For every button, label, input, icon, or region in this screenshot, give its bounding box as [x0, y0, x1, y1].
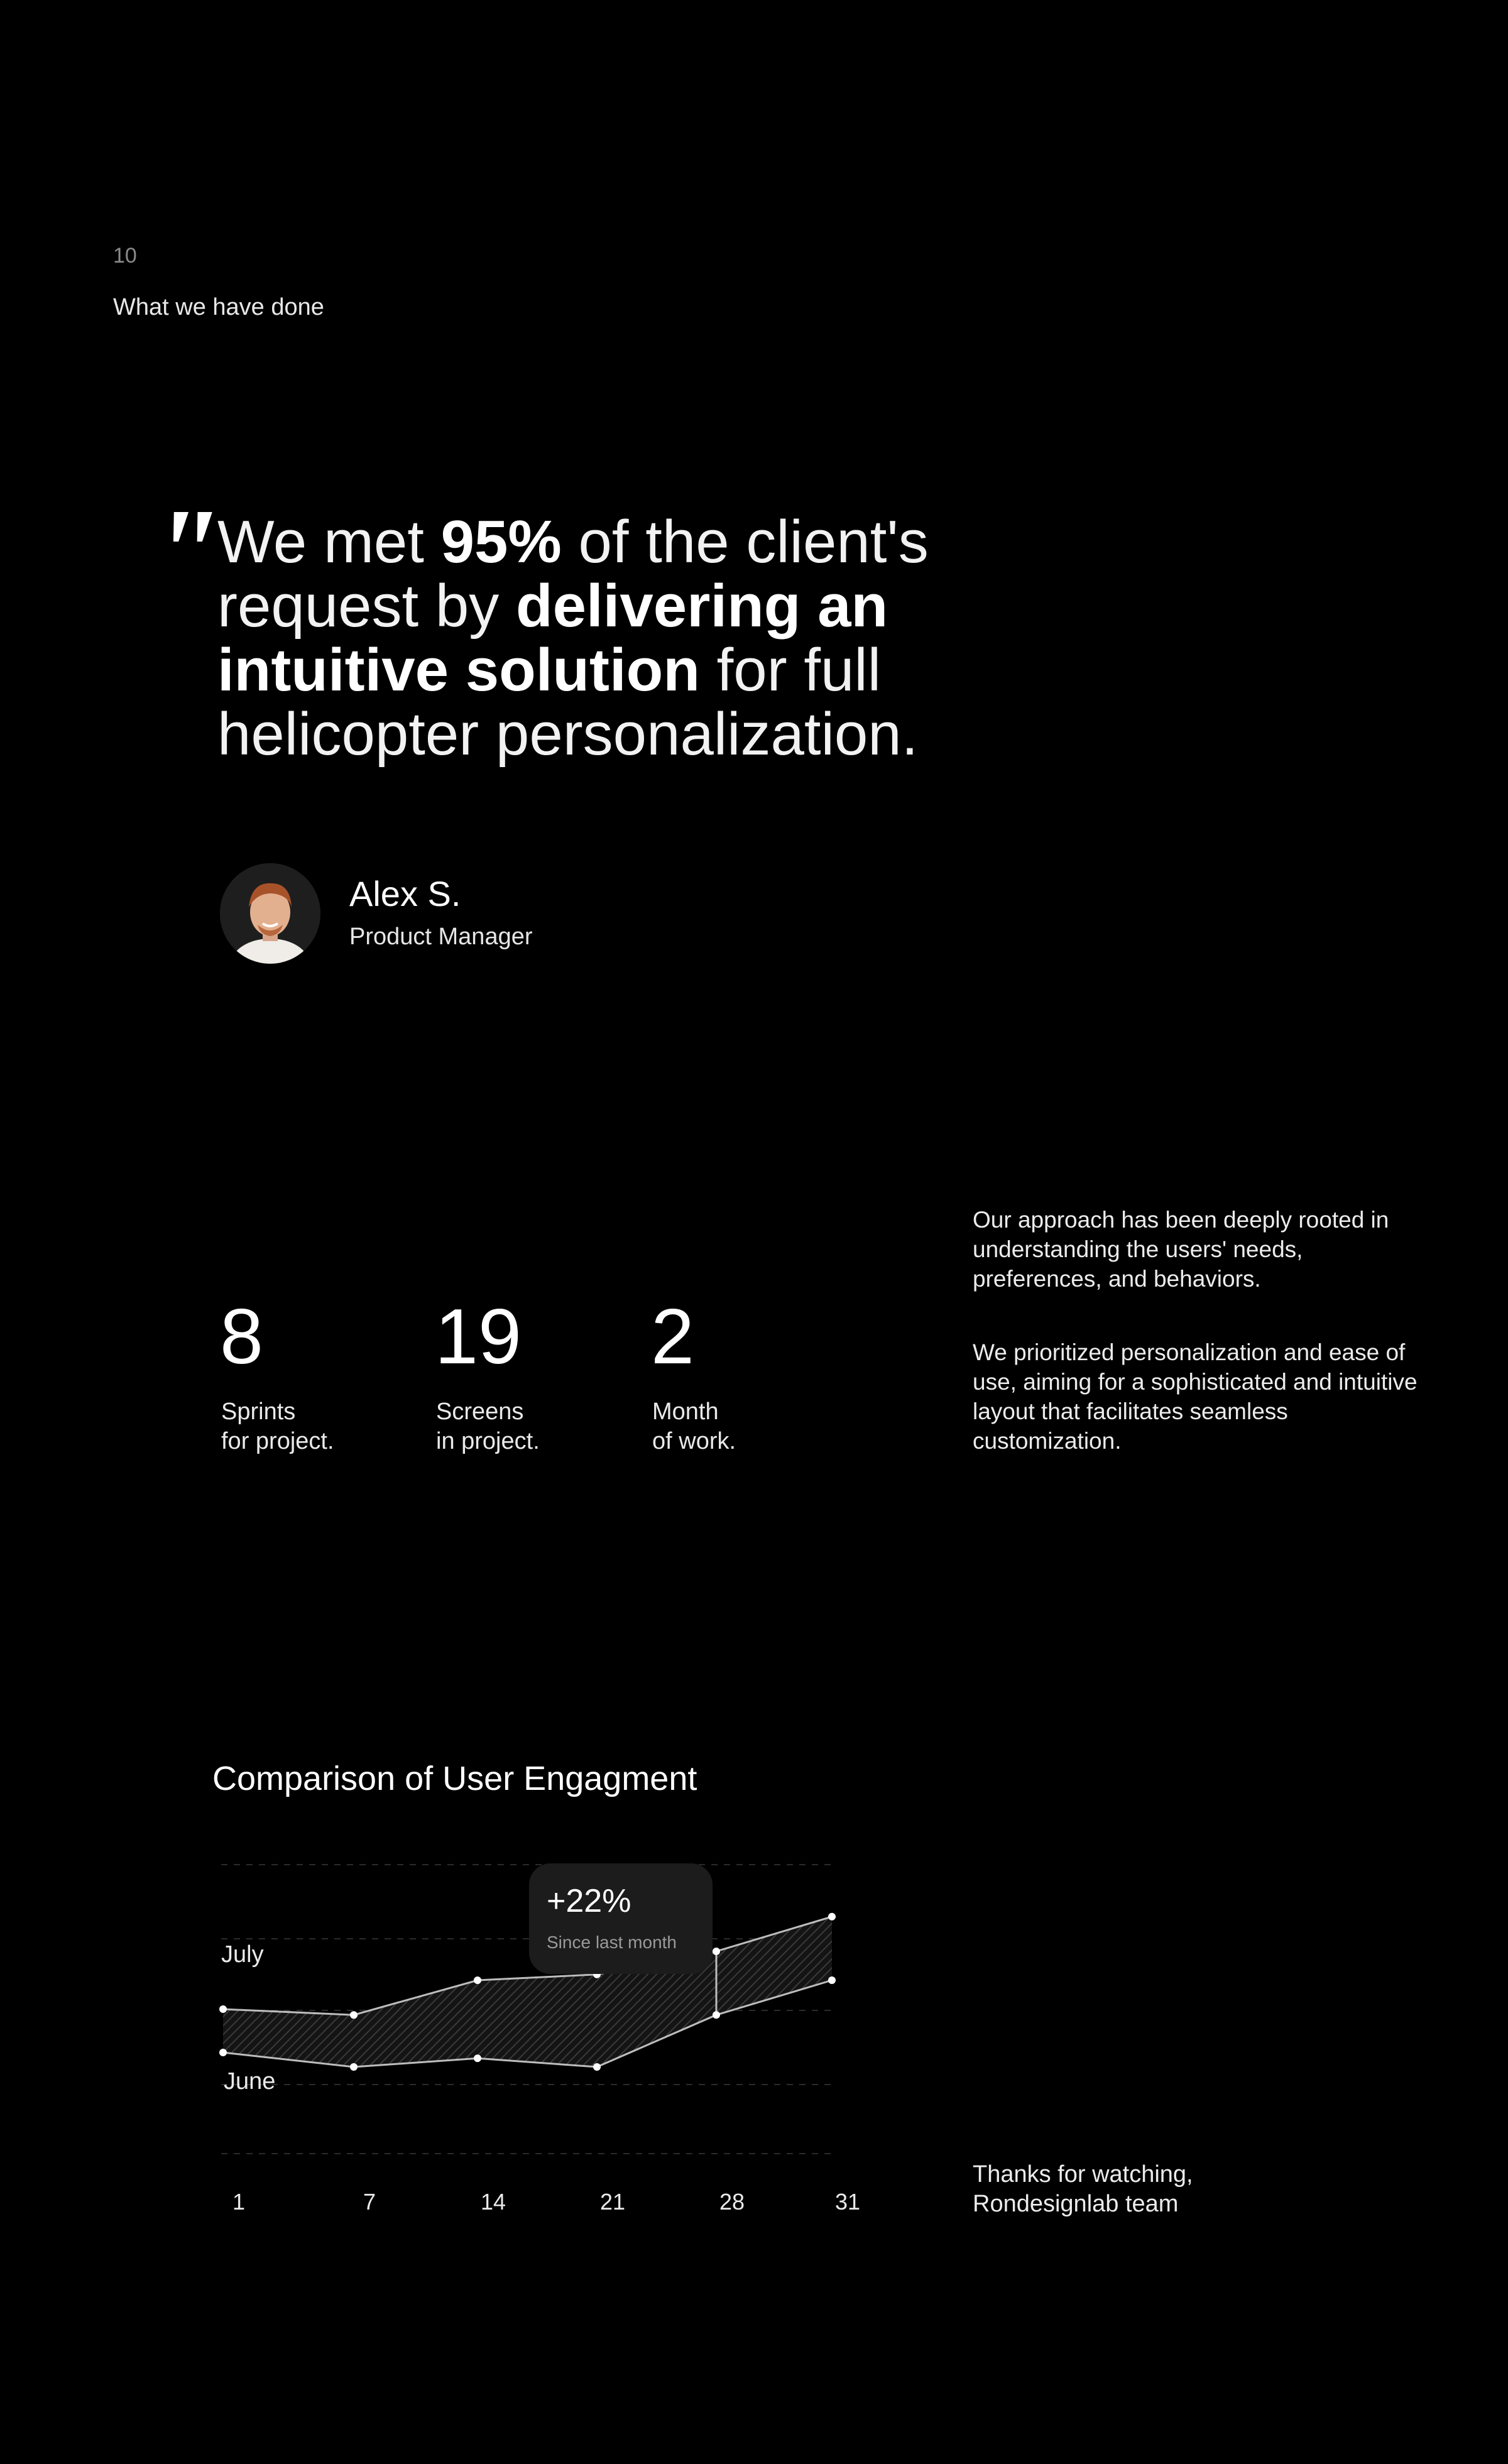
data-point [474, 2054, 481, 2062]
data-point [713, 2011, 720, 2019]
data-point [350, 2063, 358, 2071]
x-tick-label: 31 [834, 2189, 861, 2215]
page-number: 10 [113, 244, 137, 268]
author-role: Product Manager [349, 924, 533, 950]
series-label-july: July [221, 1941, 264, 1968]
stat-sprints-label: Sprints for project. [221, 1398, 334, 1454]
thanks-message: Thanks for watching, Rondesignlab team [973, 2161, 1193, 2217]
data-point [713, 1948, 720, 1955]
data-point [219, 2049, 227, 2056]
stat-screens-value: 19 [435, 1294, 522, 1380]
data-point [219, 2005, 227, 2013]
x-tick-label: 1 [232, 2189, 246, 2215]
data-point [593, 2063, 601, 2071]
quote-mark-icon: " [151, 483, 215, 622]
chart-tooltip [529, 1863, 713, 1974]
stat-sprints-value: 8 [220, 1294, 263, 1380]
quote-highlight: 95% [440, 508, 562, 575]
section-title: What we have done [113, 294, 324, 320]
approach-paragraph-1: Our approach has been deeply rooted in understanding the users' needs, preferences, and behaviors. [973, 1207, 1389, 1292]
stat-screens-label: Screens in project. [436, 1398, 540, 1454]
stat-months-value: 2 [651, 1294, 694, 1380]
quote-segment: of the client's request by [217, 508, 929, 640]
tooltip-value: +22% [547, 1883, 631, 1919]
x-tick-label: 28 [719, 2189, 745, 2215]
x-tick-label: 21 [599, 2189, 626, 2215]
x-tick-label: 7 [363, 2189, 376, 2215]
series-label-june: June [224, 2068, 276, 2095]
chart-title: Comparison of User Engagment [212, 1760, 697, 1797]
data-point [350, 2011, 358, 2019]
data-point [828, 1976, 836, 1984]
quote-highlight: delivering an intuitive solution [217, 572, 888, 704]
quote-segment: We met [217, 508, 441, 575]
data-point [828, 1913, 836, 1921]
x-tick-label: 14 [480, 2189, 506, 2215]
tooltip-subtitle: Since last month [547, 1932, 677, 1952]
stat-months-label: Month of work. [652, 1398, 736, 1454]
quote-segment: for full helicopter personalization. [217, 636, 919, 768]
approach-paragraph-2: We prioritized personalization and ease of use, aiming for a sophisticated and intuitive layout that facilitates seamless customization. [973, 1339, 1418, 1454]
data-point [474, 1976, 481, 1984]
author-name: Alex S. [349, 874, 461, 913]
